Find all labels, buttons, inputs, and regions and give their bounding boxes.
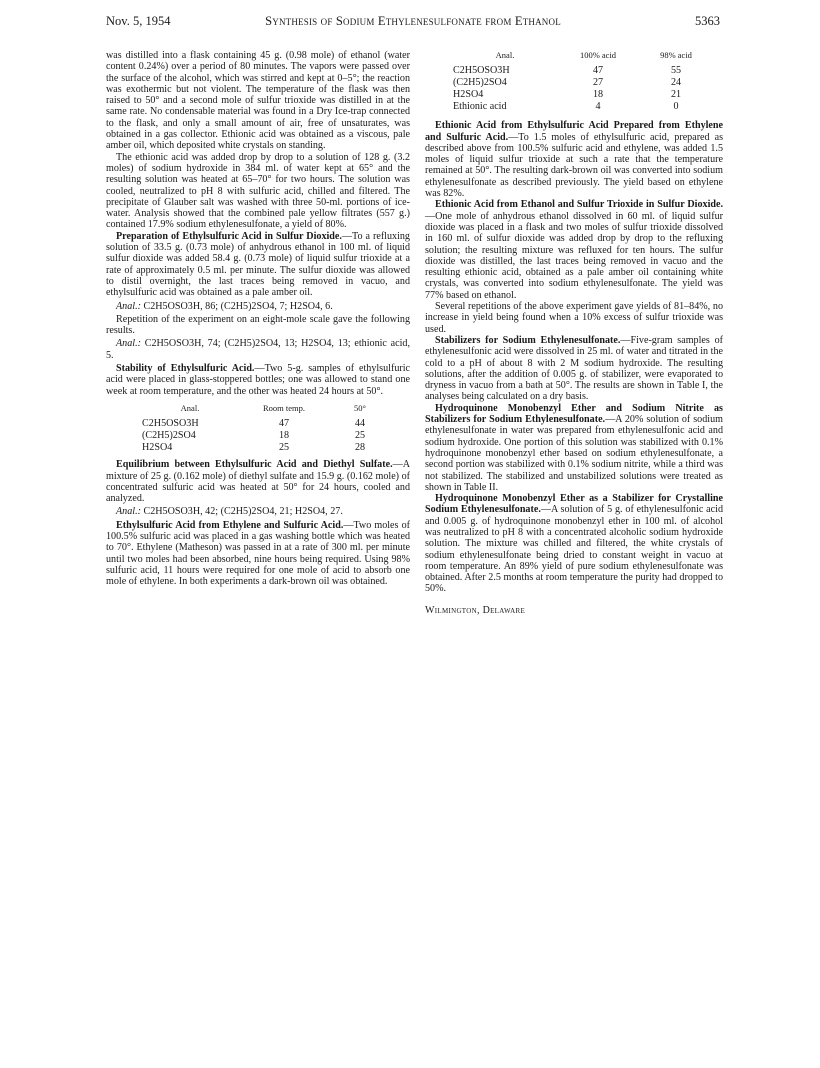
section-heading: Preparation of Ethylsulfuric Acid in Sulfur Dioxide. <box>116 230 342 242</box>
table-cell: 0 <box>673 100 679 112</box>
paragraph: Repetition of the experiment on an eight-mole scale gave the following results. <box>106 313 410 337</box>
table-cell: 24 <box>670 76 682 88</box>
table-cell: 18 <box>278 429 290 441</box>
running-header <box>106 14 720 30</box>
table-cell: 25 <box>354 429 366 441</box>
paragraph <box>106 231 410 299</box>
paragraph-body: —A mixture of 25 g. (0.162 mole) of diethyl sulfate and 15.9 g. (0.162 mole) of concentrated sulfuric acid was heated at 50° for 24 hours, cooled and analyzed. <box>106 459 410 505</box>
section-heading: Ethylsulfuric Acid from Ethylene and Sulfuric Acid. <box>116 519 344 531</box>
table-cell: (C2H5)2SO4 <box>453 76 507 88</box>
table-row <box>451 88 715 100</box>
table-row <box>451 64 715 76</box>
header-date: Nov. 5, 1954 <box>106 14 171 28</box>
paragraph-body: —One mole of anhydrous ethanol dissolved in 60 ml. of liquid sulfur dioxide was placed in a flask and two moles of sulfur trioxide dissolved in 160 ml. of sulfur dioxide was added drop by drop to the refluxing solution; the resulting mixture was refluxed for ten hours. The sulfur dioxide was distilled, the last traces being removed in vacuo and the resulting ethionic acid, obtained as a pale amber oil containing white crystals, was converted into sodium ethylenesulfonate. The yield was 77% based on ethanol. <box>425 210 723 301</box>
table-cell: 21 <box>670 88 682 100</box>
analysis-line <box>106 338 410 361</box>
paragraph: was distilled into a flask containing 45 g. (0.98 mole) of ethanol (water content 0.24%) over a period of 80 minutes. The vapors were passed over the surface of the alcohol, which was stirred and kept at 0–5°; the reaction was exothermic but not violent. The temperature of the flask was then raised to 50° and a second mole of sulfur trioxide was distilled in at the same rate. No condensable material was found in a Dry Ice-trap connected to the flask, and only a small amount of air, free of unsaturates, was obtained in a gas collector. Ethionic acid was obtained as a viscous, pale amber oil, which deposited white crystals on standing. <box>106 50 410 152</box>
table-cell: C2H5OSO3H <box>142 417 199 429</box>
acid-comparison-table <box>451 50 715 112</box>
analysis-line <box>106 506 410 517</box>
table-row <box>140 417 392 429</box>
table-cell: 18 <box>592 88 604 100</box>
table-row <box>451 76 715 88</box>
table-cell: C2H5OSO3H <box>453 64 510 76</box>
table-header: 98% acid <box>660 50 692 60</box>
analysis-text: C2H5OSO3H, 86; (C2H5)2SO4, 7; H2SO4, 6. <box>143 300 333 312</box>
right-column <box>425 50 723 616</box>
section-heading: Equilibrium between Ethylsulfuric Acid and Diethyl Sulfate. <box>116 459 393 471</box>
paragraph: Several repetitions of the above experiment gave yields of 81–84%, no increase in yield being found when a 10% excess of sulfur trioxide was used. <box>425 301 723 335</box>
paragraph-body: —Two 5-g. samples of ethylsulfuric acid were placed in glass-stoppered bottles; one was allowed to stand one week at room temperature, and the other was heated 24 hours at 50°. <box>106 363 411 397</box>
paragraph-body: —To 1.5 moles of ethylsulfuric acid, prepared as described above from 100.5% sulfuric acid and ethylene, was added 1.5 moles of liquid sulfur trioxide at such a rate that the temperature remained at 50°. The resulting dark-brown oil was converted into sodium ethylenesulfonate as described previously. The yield based on ethylene was 82%. <box>425 131 723 200</box>
table-cell: 25 <box>278 441 290 453</box>
table-row <box>140 429 392 441</box>
table-cell: H2SO4 <box>453 88 484 100</box>
paragraph-body: —Five-gram samples of ethylenesulfonic acid were dissolved in 25 ml. of water and titrated in the cold to a pH of about 8 with 2 M sodium hydroxide. The resulting solutions, after the addition of 0.005 g. of stabilizer, were evaporated to dryness in vacuo from a bath at 50°. The results are shown in Table I, the analyses being calculated on a dry basis. <box>425 334 723 403</box>
section-heading: Ethionic Acid from Ethanol and Sulfur Trioxide in Sulfur Dioxide. <box>435 199 723 211</box>
section-heading: Hydroquinone Monobenzyl Ether as a Stabilizer for Crystalline Sodium Ethylenesulfonate. <box>425 493 723 516</box>
section-heading: Ethionic Acid from Ethylsulfuric Acid Prepared from Ethylene and Sulfuric Acid. <box>425 120 723 143</box>
analysis-text: C2H5OSO3H, 42; (C2H5)2SO4, 21; H2SO4, 27. <box>143 506 343 518</box>
paragraph <box>425 199 723 301</box>
table-cell: 4 <box>595 100 601 112</box>
table-header: Anal. <box>180 402 200 413</box>
analysis-label: Anal.: <box>116 300 141 312</box>
analysis-line <box>106 301 410 312</box>
table-cell: 47 <box>278 417 290 429</box>
paragraph <box>106 363 410 397</box>
table-cell: Ethionic acid <box>453 100 507 112</box>
section-heading: Stability of Ethylsulfuric Acid. <box>116 363 255 375</box>
paragraph <box>106 520 410 588</box>
paragraph-body: —A solution of 5 g. of ethylenesulfonic acid and 0.005 g. of hydroquinone monobenzyl ether in 100 ml. of alcohol was neutralized to pH 8 with a concentrated alcoholic sodium hydroxide solution. The mixture was chilled and filtered, the white crystals of sodium ethylenesulfonate being dried to constant weight in vacuo at room temperature. An 89% yield of pure sodium ethylenesulfonate was obtained. After 2.5 months at room temperature the purity had dropped to 50%. <box>425 504 723 595</box>
table-cell: (C2H5)2SO4 <box>142 429 196 441</box>
table-cell: 55 <box>670 64 682 76</box>
section-heading: Hydroquinone Monobenzyl Ether and Sodium Nitrite as Stabilizers for Sodium Ethylenesulfonate. <box>425 402 723 426</box>
table-header: 50° <box>354 402 366 413</box>
table-cell: 44 <box>354 417 366 429</box>
affiliation: Wilmington, Delaware <box>425 604 526 616</box>
table-row <box>140 441 392 453</box>
paragraph <box>425 335 723 403</box>
section-heading: Stabilizers for Sodium Ethylenesulfonate. <box>435 334 621 346</box>
paragraph-body: —Two moles of 100.5% sulfuric acid was placed in a gas washing bottle which was heated to 70°. Ethylene (Matheson) was passed in at a rate of 300 ml. per minute until two moles had been absorbed, nine hours being required. Using 98% sulfuric acid, 11 hours were required for one mole of acid to absorb one mole of ethylene. In both experiments a dark-brown oil was obtained. <box>106 519 410 588</box>
left-column <box>106 50 410 587</box>
table-header: Room temp. <box>262 402 306 413</box>
paragraph-body: —To a refluxing solution of 33.5 g. (0.73 mole) of anhydrous ethanol in 100 ml. of liquid sulfur dioxide was added 58.4 g. (0.73 mole) of liquid sulfur trioxide at a rate of approximately 0.5 ml. per minute. The sulfur dioxide was allowed to distil overnight, the last traces being removed in vacuo, and ethylsulfuric acid was obtained as a pale amber oil. <box>106 230 410 299</box>
table-row <box>451 100 715 112</box>
table-cell: 28 <box>354 441 366 453</box>
paragraph <box>425 120 723 199</box>
table-header: 100% acid <box>579 50 617 60</box>
paragraph-body: —A 20% solution of sodium ethylenesulfonate in water was prepared from ethylenesulfonic acid and sodium hydroxide. One portion of this solution was stabilized with 0.1% hydroquinone monobenzyl ether based on sodium ethylenesulfonate, a second portion was stabilized with 0.1% sodium nitrite, while a third was not stabilized. The stabilized and unstabilized solutions were treated as shown in Table II. <box>425 414 723 493</box>
table-header: Anal. <box>495 50 515 60</box>
paragraph <box>425 493 723 595</box>
paragraph <box>106 459 410 504</box>
table-cell: H2SO4 <box>142 441 173 453</box>
paragraph: The ethionic acid was added drop by drop to a solution of 128 g. (3.2 moles) of sodium hydroxide in 384 ml. of water kept at 65° and the resulting solution was heated at 65–70° for two hours. The solution was cooled, neutralized to pH 8 with sulfuric acid, chilled and filtered. The precipitate of Glauber salt was washed with three 50-ml. portions of ice-water. Analysis showed that the combined pale yellow filtrates (557 g.) contained 17.9% sodium ethylenesulfonate, a yield of 80%. <box>106 151 410 231</box>
header-title: Synthesis of Sodium Ethylenesulfonate from Ethanol <box>265 14 561 28</box>
analysis-text: C2H5OSO3H, 74; (C2H5)2SO4, 13; H2SO4, 13; ethionic acid, 5. <box>106 338 410 361</box>
stability-table <box>140 403 392 453</box>
analysis-label: Anal.: <box>116 506 141 518</box>
table-cell: 47 <box>592 64 604 76</box>
page-number: 5363 <box>695 14 720 28</box>
paragraph <box>425 403 723 493</box>
table-cell: 27 <box>592 76 604 88</box>
analysis-label: Anal.: <box>116 338 141 350</box>
